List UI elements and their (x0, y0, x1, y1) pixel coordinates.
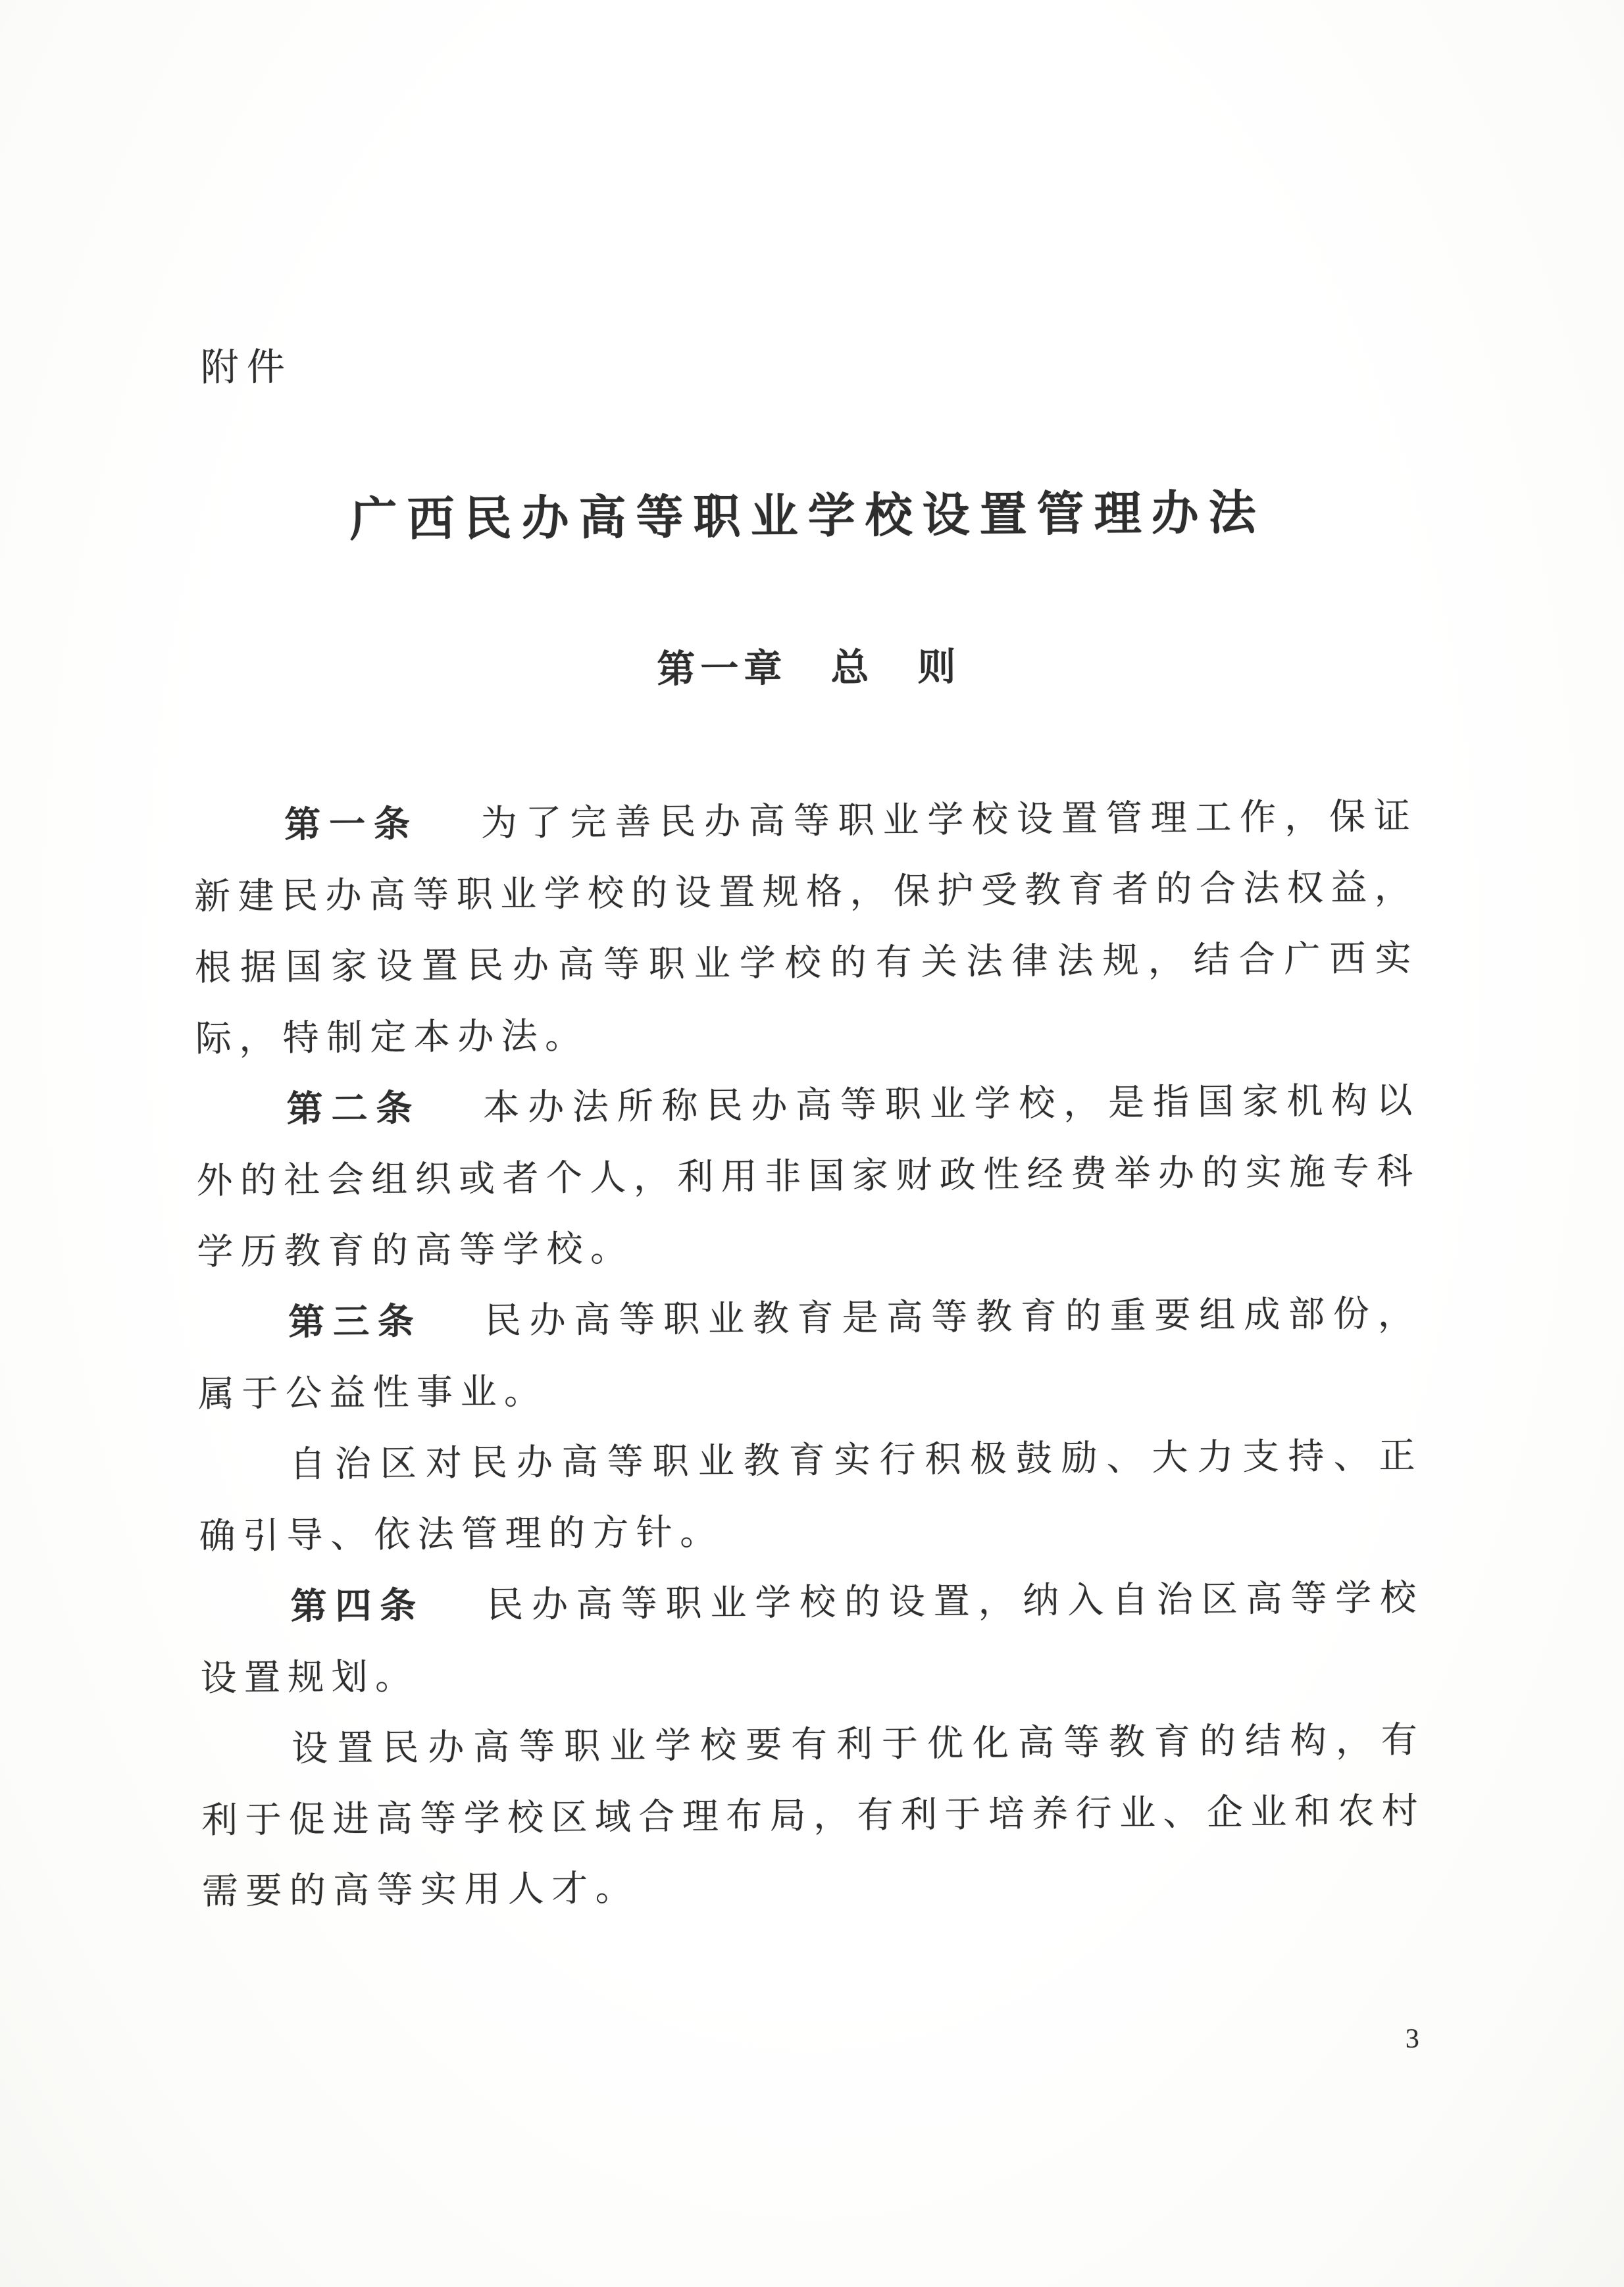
paragraph-article-4-continued (201, 1705, 1426, 1928)
attachment-label: 附件 (200, 345, 293, 390)
chapter-heading: 第一章 总 则 (657, 645, 961, 691)
article-text: 为了完善民办高等职业学校设置管理工作，保证新建民办高等职业学校的设置规格，保护受教育者的合法权益，根据国家设置民办高等职业学校的有关法律法规，结合广西实际，特制定本办法。 (193, 795, 1419, 1059)
paragraph-article-1 (193, 781, 1419, 1075)
article-number: 第二条 (286, 1088, 421, 1130)
page-number: 3 (1405, 2023, 1419, 2054)
paragraph-article-3-continued (198, 1420, 1423, 1572)
document-body (193, 781, 1427, 1928)
paragraph-article-2 (195, 1065, 1421, 1288)
article-number: 第三条 (288, 1301, 422, 1343)
article-text: 自治区对民办高等职业教育实行积极鼓励、大力支持、正确引导、依法管理的方针。 (199, 1435, 1423, 1557)
article-text: 设置民办高等职业学校要有利于优化高等教育的结构，有利于促进高等学校区域合理布局，有利于培养行业、企业和农村需要的高等实用人才。 (201, 1719, 1426, 1912)
article-number: 第一条 (284, 803, 419, 845)
article-text: 民办高等职业教育是高等教育的重要组成部份，属于公益性事业。 (197, 1293, 1422, 1415)
article-text: 本办法所称民办高等职业学校，是指国家机构以外的社会组织或者个人，利用非国家财政性经费举办的实施专科学历教育的高等学校。 (196, 1080, 1421, 1272)
document-title: 广西民办高等职业学校设置管理办法 (349, 486, 1266, 547)
article-text: 民办高等职业学校的设置，纳入自治区高等学校设置规划。 (200, 1577, 1424, 1699)
paragraph-article-3 (197, 1278, 1423, 1430)
article-number: 第四条 (290, 1585, 425, 1627)
paragraph-article-4 (199, 1563, 1425, 1715)
